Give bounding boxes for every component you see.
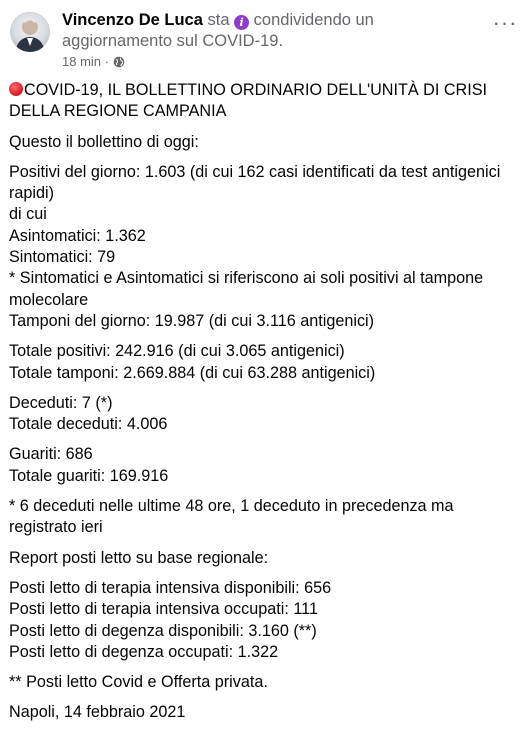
meta-separator: ·: [101, 54, 113, 69]
more-options-button[interactable]: [491, 10, 519, 38]
post-title: COVID-19, IL BOLLETTINO ORDINARIO DELL'UNITÀ DI CRISI DELLA REGIONE CAMPANIA: [9, 81, 488, 121]
post-paragraph: Report posti letto su base regionale:: [9, 548, 269, 567]
red-circle-icon: [9, 82, 23, 96]
post-meta: [62, 54, 125, 70]
info-icon: i: [234, 15, 249, 30]
post-paragraph: Totale positivi: 242.916 (di cui 3.065 antigenici) Totale tamponi: 2.669.884 (di cui 63.288 antigenici): [9, 342, 376, 382]
post-paragraph: Posti letto di terapia intensiva disponibili: 656 Posti letto di terapia intensiva occupati: 111 Posti letto di degenza disponibili: 3.160 (**) Posti letto di degenza occupati: 1.322: [9, 578, 332, 661]
post-paragraph: Guariti: 686 Totale guariti: 169.916: [9, 445, 169, 485]
timestamp[interactable]: 18 min: [62, 54, 102, 69]
author-name[interactable]: Vincenzo De Luca: [62, 11, 203, 29]
more-horizontal-icon: ···: [492, 10, 518, 35]
post-body: [9, 80, 523, 733]
avatar[interactable]: [10, 12, 50, 52]
post-paragraph: Positivi del giorno: 1.603 (di cui 162 casi identificati da test antigenici rapidi) di cui Asintomatici: 1.362 Sintomatici: 79 * Sintomatici e Asintomatici si riferiscono ai soli positivi al tampone molecolare Tamponi del giorno: 19.987 (di cui 3.116 antigenici): [9, 162, 501, 330]
post-paragraph: ** Posti letto Covid e Offerta privata.: [9, 673, 268, 692]
globe-icon[interactable]: [113, 56, 125, 68]
post-paragraph: Napoli, 14 febbraio 2021: [9, 703, 186, 722]
action-prefix: sta: [202, 11, 235, 29]
action-text[interactable]: condividendo un aggiornamento sul COVID-19.: [62, 11, 374, 50]
person-icon: [10, 12, 50, 52]
post-paragraph: * 6 deceduti nelle ultime 48 ore, 1 deceduto in precedenza ma registrato ieri: [9, 497, 454, 537]
post-title-paragraph: [9, 80, 523, 123]
post-header: [10, 10, 521, 70]
post-header-text: [62, 10, 481, 52]
post-paragraph: Questo il bollettino di oggi:: [9, 132, 199, 151]
post-paragraph: Deceduti: 7 (*) Totale deceduti: 4.006: [9, 393, 168, 434]
